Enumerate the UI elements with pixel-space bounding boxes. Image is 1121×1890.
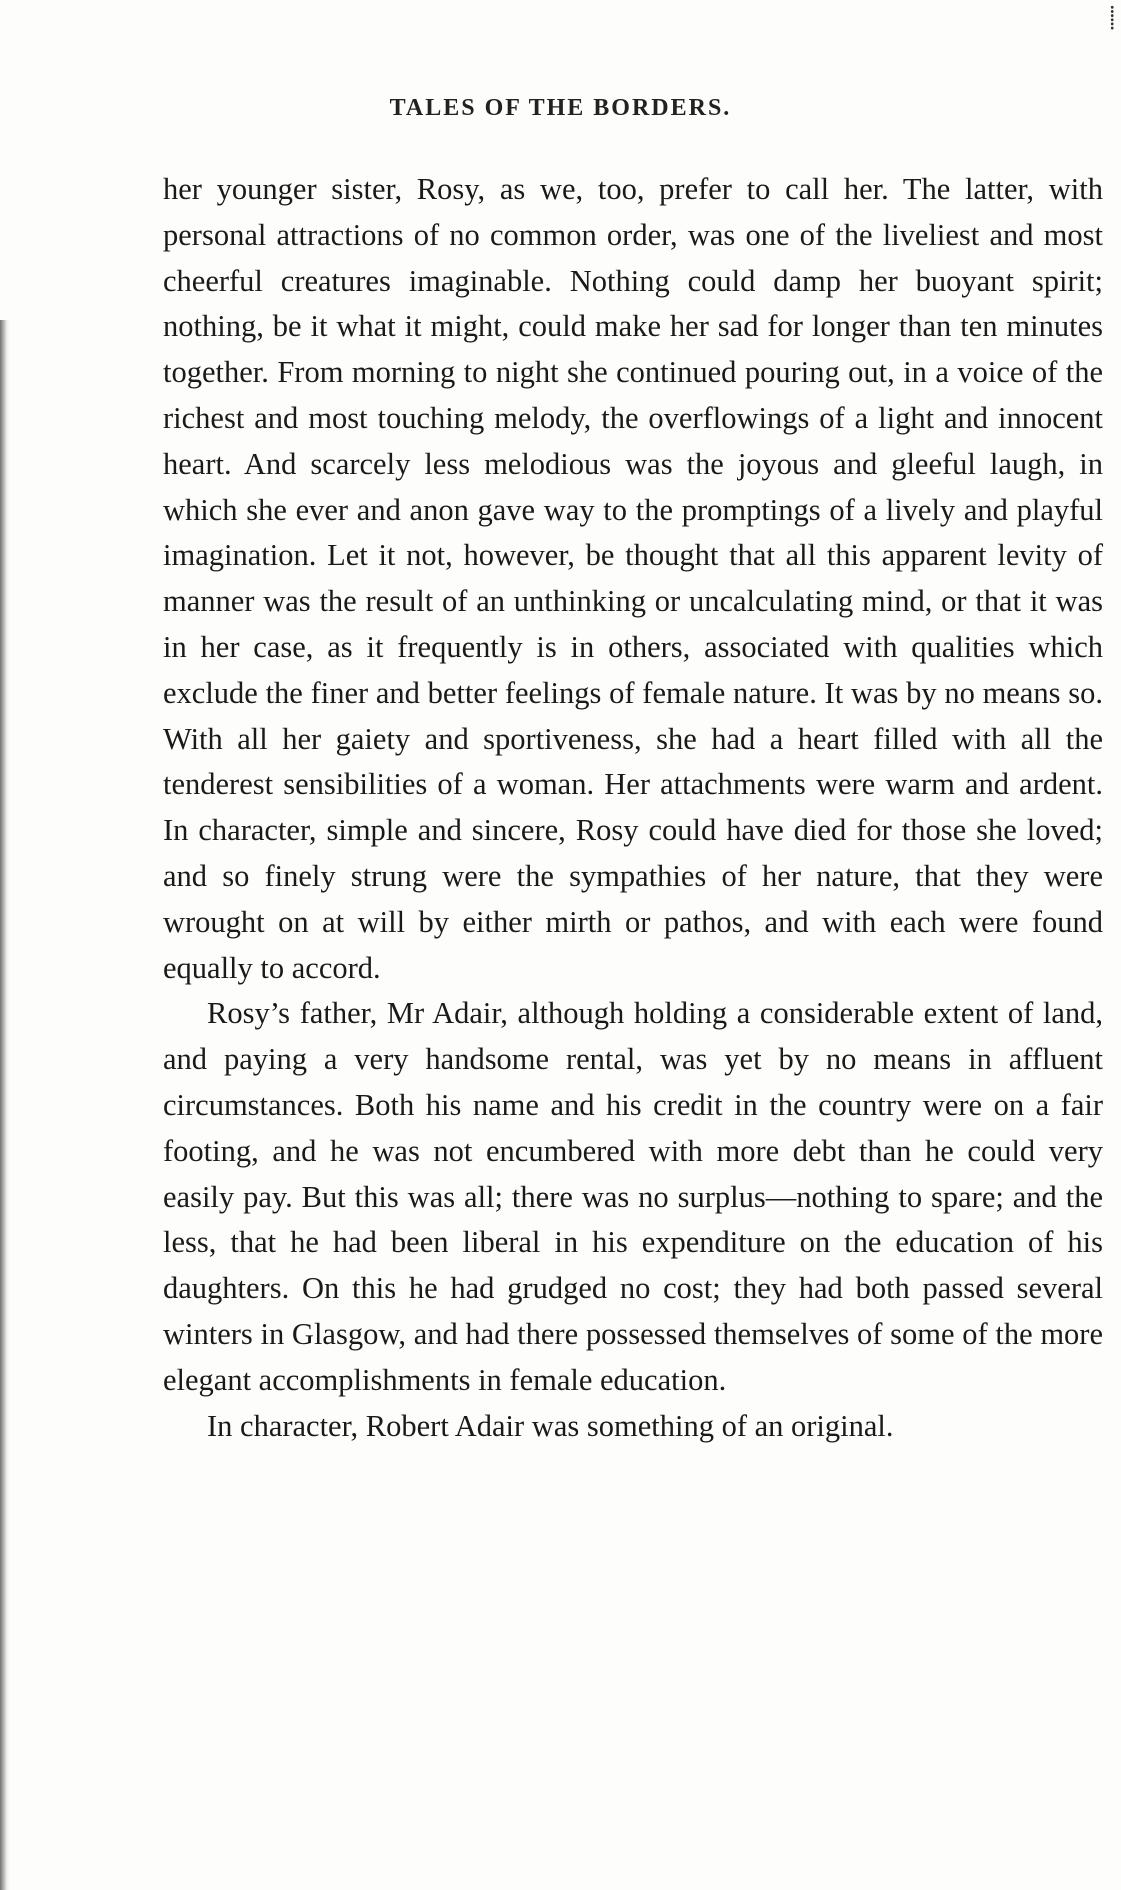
corner-mark: ⸽ xyxy=(1109,5,1115,30)
binding-gutter-shadow xyxy=(0,320,10,1890)
paragraph-3: In character, Robert Adair was something of an original. xyxy=(207,1408,894,1443)
paragraph-1: her younger sister, Rosy, as we, too, prefer to call her. The latter, with personal attractions of no common order, was one of the liveliest and most cheerful creatures imaginable. Nothing could damp her buoyant spirit; nothing, be it what it might, could make her sad for longer than ten minutes together. From morning to night she continued pouring out, in a voice of the richest and most touching melody, the overflowings of a light and innocent heart. And scarcely less melodious was the joyous and gleeful laugh, in which she ever and anon gave way to the promptings of a lively and playful imagination. Let it not, however, be thought that all this apparent levity of manner was the result of an unthinking or uncalculating mind, or that it was in her case, as it frequently is in others, associated with qualities which exclude the finer and better feelings of female nature. It was by no means so. With all her gaiety and sportiveness, she had a heart filled with all the tenderest sensibilities of a woman. Her attachments were warm and ardent. In character, simple and sincere, Rosy could have died for those she loved; and so finely strung were the sympathies of her nature, that they were wrought on at will by either mirth or pathos, and with each were found equally to accord. xyxy=(163,172,1103,985)
running-head: TALES OF THE BORDERS. xyxy=(389,95,732,121)
paragraph-2: Rosy’s father, Mr Adair, although holding a considerable extent of land, and paying a very handsome rental, was yet by no means in affluent circumstances. Both his name and his credit in the country were on a fair footing, and he was not encumbered with more debt than he could very easily pay. But this was all; there was no surplus—nothing to spare; and the less, that he had been liberal in his expenditure on the education of his daughters. On this he had grudged no cost; they had both passed several winters in Glasgow, and had there possessed themselves of some of the more elegant accomplishments in female education. xyxy=(163,996,1103,1397)
body-text xyxy=(163,167,1103,1449)
